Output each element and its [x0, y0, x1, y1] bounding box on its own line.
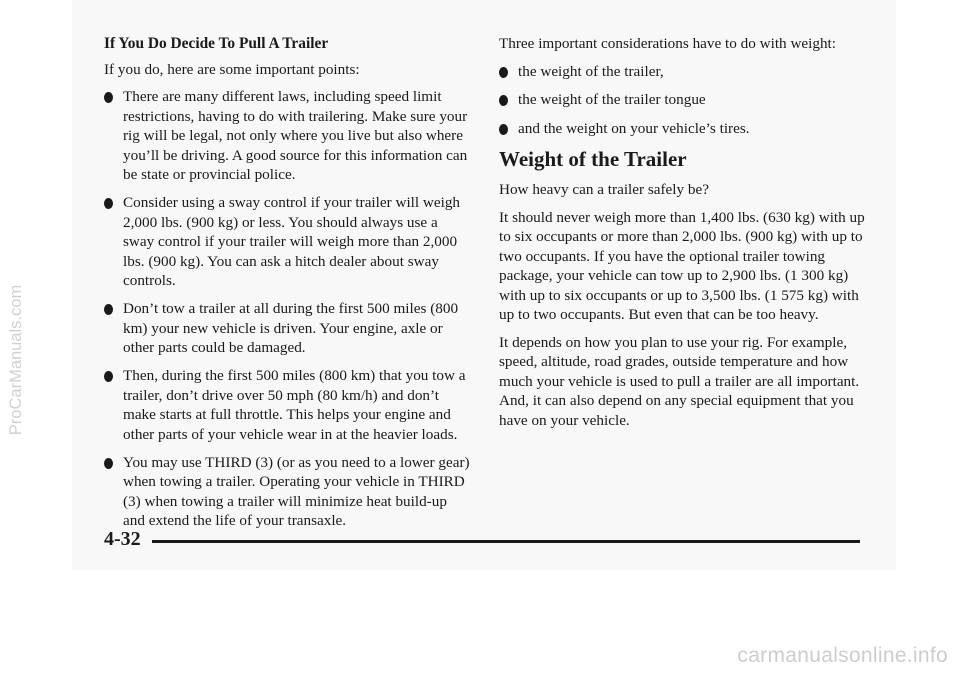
- bullet-icon: [104, 371, 113, 382]
- section-subheading: If You Do Decide To Pull A Trailer: [104, 35, 329, 52]
- bottom-watermark: carmanualsonline.info: [737, 644, 948, 667]
- list-item-text: Then, during the first 500 miles (800 km) that you tow a trailer, don’t drive over 50 mph (80 km/h) and don’t make starts at full throttle. This helps your engine and other parts of your vehicle wear in at the heavier loads.: [123, 367, 466, 443]
- bullet-icon: [499, 95, 508, 106]
- list-item-text: the weight of the trailer,: [518, 62, 664, 80]
- list-item-text: You may use THIRD (3) (or as you need to a lower gear) when towing a trailer. Operating your vehicle in THIRD (3) when towing a trailer will minimize heat build-up and extend the life of your transaxle.: [123, 453, 470, 529]
- considerations-list: [499, 62, 875, 139]
- body-paragraph: It depends on how you plan to use your rig. For example, speed, altitude, road grades, outside temperature and how much your vehicle is used to pull a trailer are all important. And, it can also depend on any special equipment that you have on your vehicle.: [499, 333, 860, 429]
- points-list: [104, 87, 472, 531]
- bullet-icon: [104, 198, 113, 209]
- bullet-icon: [104, 458, 113, 469]
- list-item-text: Consider using a sway control if your trailer will weigh 2,000 lbs. (900 kg) or less. You should always use a sway control if your trailer will weigh more than 2,000 lbs. (900 kg). You can ask a hitch dealer about sway controls.: [123, 194, 461, 289]
- left-column: [104, 34, 472, 539]
- right-column: [499, 34, 875, 438]
- bullet-icon: [499, 124, 508, 135]
- list-item: [104, 453, 472, 531]
- list-item: [104, 193, 472, 291]
- list-item: [104, 87, 472, 185]
- bullet-icon: [104, 304, 113, 315]
- list-item-text: and the weight on your vehicle’s tires.: [518, 119, 750, 137]
- list-item-text: There are many different laws, including speed limit restrictions, having to do with trailering. Make sure your rig will be legal, not only where you live but also where you’ll be driving. A good source for this information can be state or provincial police.: [123, 88, 468, 183]
- intro-paragraph: If you do, here are some important points:: [104, 60, 360, 78]
- body-paragraph: How heavy can a trailer safely be?: [499, 181, 709, 198]
- section-heading: Weight of the Trailer: [499, 147, 687, 171]
- body-paragraph: It should never weigh more than 1,400 lbs. (630 kg) with up to six occupants or more than 2,000 lbs. (900 kg) with up to two occupants. If you have the optional trailer towing package, your vehicle can tow up to 2,900 lbs. (1 300 kg) with up to six occupants or up to 3,500 lbs. (1 575 kg) with up to two occupants. But even that can be too heavy.: [499, 208, 865, 323]
- considerations-intro: Three important considerations have to do with weight:: [499, 35, 836, 52]
- list-item: [499, 90, 875, 110]
- list-item: [104, 299, 472, 358]
- bullet-icon: [499, 67, 508, 78]
- list-item-text: Don’t tow a trailer at all during the first 500 miles (800 km) your new vehicle is driven. Your engine, axle or other parts could be damaged.: [123, 300, 459, 356]
- list-item-text: the weight of the trailer tongue: [518, 91, 706, 108]
- bullet-icon: [104, 92, 113, 103]
- list-item: [104, 366, 472, 444]
- list-item: [499, 62, 875, 82]
- page-footer: [104, 527, 860, 551]
- footer-rule: [152, 540, 860, 543]
- list-item: [499, 119, 875, 139]
- side-watermark: ProCarManuals.com: [7, 284, 25, 436]
- page-number: 4-32: [104, 528, 141, 550]
